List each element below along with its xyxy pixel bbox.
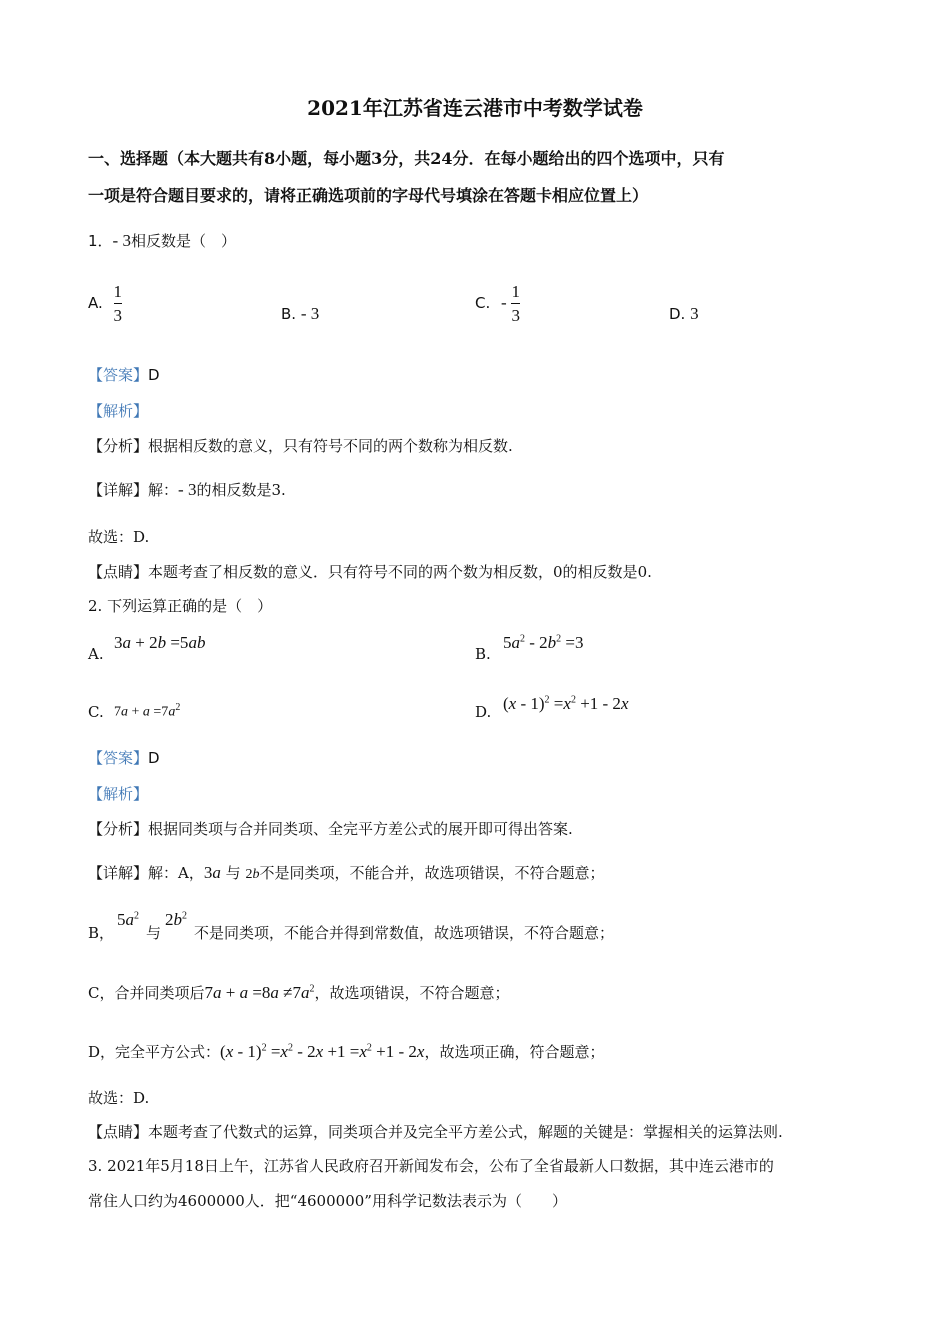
q1-dianjing-text: 本题考查了相反数的意义．只有符号不同的两个数为相反数，0的相反数是0.: [148, 563, 652, 581]
q2-analysis-tag: 【解析】: [88, 785, 149, 803]
q2-xiangjie-a-yu: 与: [225, 864, 241, 882]
page-title: 2021年江苏省连云港市中考数学试卷: [307, 96, 643, 120]
q1-option-b: [281, 304, 319, 324]
q1-option-d-value: 3: [690, 304, 699, 323]
q2-xiangjie-c-pre: C，合并同类项后: [88, 984, 205, 1002]
q1-xiangjie-pre: 解：: [148, 481, 179, 499]
q2-xiangjie-tag: 【详解】: [88, 864, 149, 882]
q1-option-b-label: B.: [281, 305, 297, 323]
q2-xiangjie-b-pre: B，: [88, 924, 115, 942]
q1-option-c-fraction: [511, 283, 520, 324]
q1-option-a: [88, 283, 122, 324]
q1-fenxi-text: 根据相反数的意义，只有符号不同的两个数称为相反数.: [148, 437, 513, 455]
q1-option-c-numerator: 1: [511, 282, 520, 301]
q1-option-c-sign: -: [501, 293, 507, 312]
q1-stem-value: - 3: [112, 231, 131, 250]
q1-xiangjie-tag: 【详解】: [88, 481, 149, 499]
q2-option-d-label: D.: [475, 703, 492, 721]
q1-option-c: [475, 283, 520, 324]
q2-xiangjie-d-expr: $(x - 1)^2 =x^2 - 2x +1 =x^2 +1 - 2x$: [220, 1042, 425, 1061]
q2-xiangjie-a-term2: 2b: [245, 867, 260, 882]
q1-fenxi-tag: 【分析】: [88, 437, 149, 455]
q2-guxuan: 故选：D.: [88, 1089, 150, 1107]
q2-xiangjie-a-term1: 3a: [203, 863, 221, 882]
q1-number: 1．: [88, 232, 113, 250]
q3-stem-line2: 常住人口约为4600000人．把“4600000”用科学记数法表示为（ ）: [88, 1192, 567, 1210]
q2-xiangjie-c-expr: $7a + a =8a \ne 7a^2$: [204, 983, 315, 1002]
q1-dianjing-tag: 【点睛】: [88, 563, 149, 581]
q1-option-d: [669, 304, 699, 324]
q2-option-c-expr: $7a + a =7a^2$: [114, 702, 181, 720]
q2-option-a-expr: 3a + 2b =5ab: [114, 633, 206, 652]
q2-fenxi: [88, 818, 573, 839]
q2-xiangjie-d-pre: D，完全平方公式：: [88, 1043, 221, 1061]
q1-xiangjie-value: - 3: [178, 480, 197, 499]
q1-option-a-numerator: 1: [113, 282, 123, 301]
q2-fenxi-text: 根据同类项与合并同类项、全完平方差公式的展开即可得出答案.: [148, 820, 573, 838]
q1-guxuan: 故选：D.: [88, 528, 150, 546]
q2-xiangjie-a: [88, 862, 604, 883]
q1-option-a-label: A.: [88, 294, 103, 312]
q2-xiangjie-c: [88, 982, 510, 1003]
q2-xiangjie-b-term2: $2b^2$: [165, 910, 187, 929]
q2-fenxi-tag: 【分析】: [88, 820, 149, 838]
q2-option-d-expr: $(x - 1)^2 =x^2 +1 - 2x$: [503, 694, 629, 713]
q2-option-b-expr: $5a^2 - 2b^2 =3$: [503, 633, 584, 652]
q1-option-c-denominator: 3: [511, 306, 520, 325]
q2-dianjing-tag: 【点睛】: [88, 1123, 149, 1141]
q2-option-a-label: A.: [88, 645, 104, 663]
q1-xiangjie: [88, 479, 286, 500]
q3-stem-line1: 3. 2021年5月18日上午，江苏省人民政府召开新闻发布会，公布了全省最新人口数据，其中连云港市的: [88, 1157, 774, 1175]
q2-option-b-label: B.: [475, 645, 491, 663]
q2-answer-tag: 【答案】: [88, 749, 149, 767]
q1-fenxi: [88, 435, 513, 456]
q1-option-a-fraction: [114, 283, 123, 324]
q2-stem: 2. 下列运算正确的是（ ）: [88, 597, 273, 615]
q2-dianjing-text: 本题考查了代数式的运算，同类项合并及完全平方差公式，解题的关键是：掌握相关的运算法则.: [148, 1123, 783, 1141]
q1-option-c-label: C.: [475, 294, 491, 312]
q2-xiangjie-d-post: ，故选项正确，符合题意；: [424, 1043, 605, 1061]
q1-answer: [88, 364, 160, 385]
q1-analysis-tag: 【解析】: [88, 402, 149, 420]
q1-stem-text: 相反数是（ ）: [130, 232, 236, 250]
q1-dianjing: [88, 561, 652, 582]
q1-xiangjie-post: 的相反数是3.: [196, 481, 286, 499]
q1-option-b-value: - 3: [300, 304, 320, 323]
q2-xiangjie-b-term1: $5a^2$: [117, 910, 139, 929]
q2-option-c-label: C.: [88, 703, 104, 721]
section-heading-line2: 一项是符合题目要求的，请将正确选项前的字母代号填涂在答题卡相应位置上）: [88, 186, 649, 205]
q1-answer-value: D: [148, 366, 160, 384]
q1-option-a-denominator: 3: [113, 306, 123, 325]
q2-xiangjie-b-yu: 与: [146, 924, 162, 942]
q2-xiangjie-c-post: ，故选项错误，不符合题意；: [314, 984, 510, 1002]
q2-xiangjie-d: [88, 1041, 604, 1062]
q2-xiangjie-a-pre: 解：A，: [148, 864, 204, 882]
q2-answer: [88, 747, 160, 768]
q2-xiangjie-b-post: 不是同类项，不能合并得到常数值，故选项错误，不符合题意；: [194, 924, 615, 942]
section-heading-line1: 一、选择题（本大题共有8小题，每小题3分，共24分．在每小题给出的四个选项中，只有: [88, 149, 725, 168]
q1-option-d-label: D.: [669, 305, 686, 323]
q1-stem: [88, 230, 236, 251]
q2-dianjing: [88, 1121, 783, 1142]
q1-answer-tag: 【答案】: [88, 366, 149, 384]
q2-xiangjie-a-post: 不是同类项，不能合并，故选项错误，不符合题意；: [259, 864, 605, 882]
q2-answer-value: D: [148, 749, 160, 767]
